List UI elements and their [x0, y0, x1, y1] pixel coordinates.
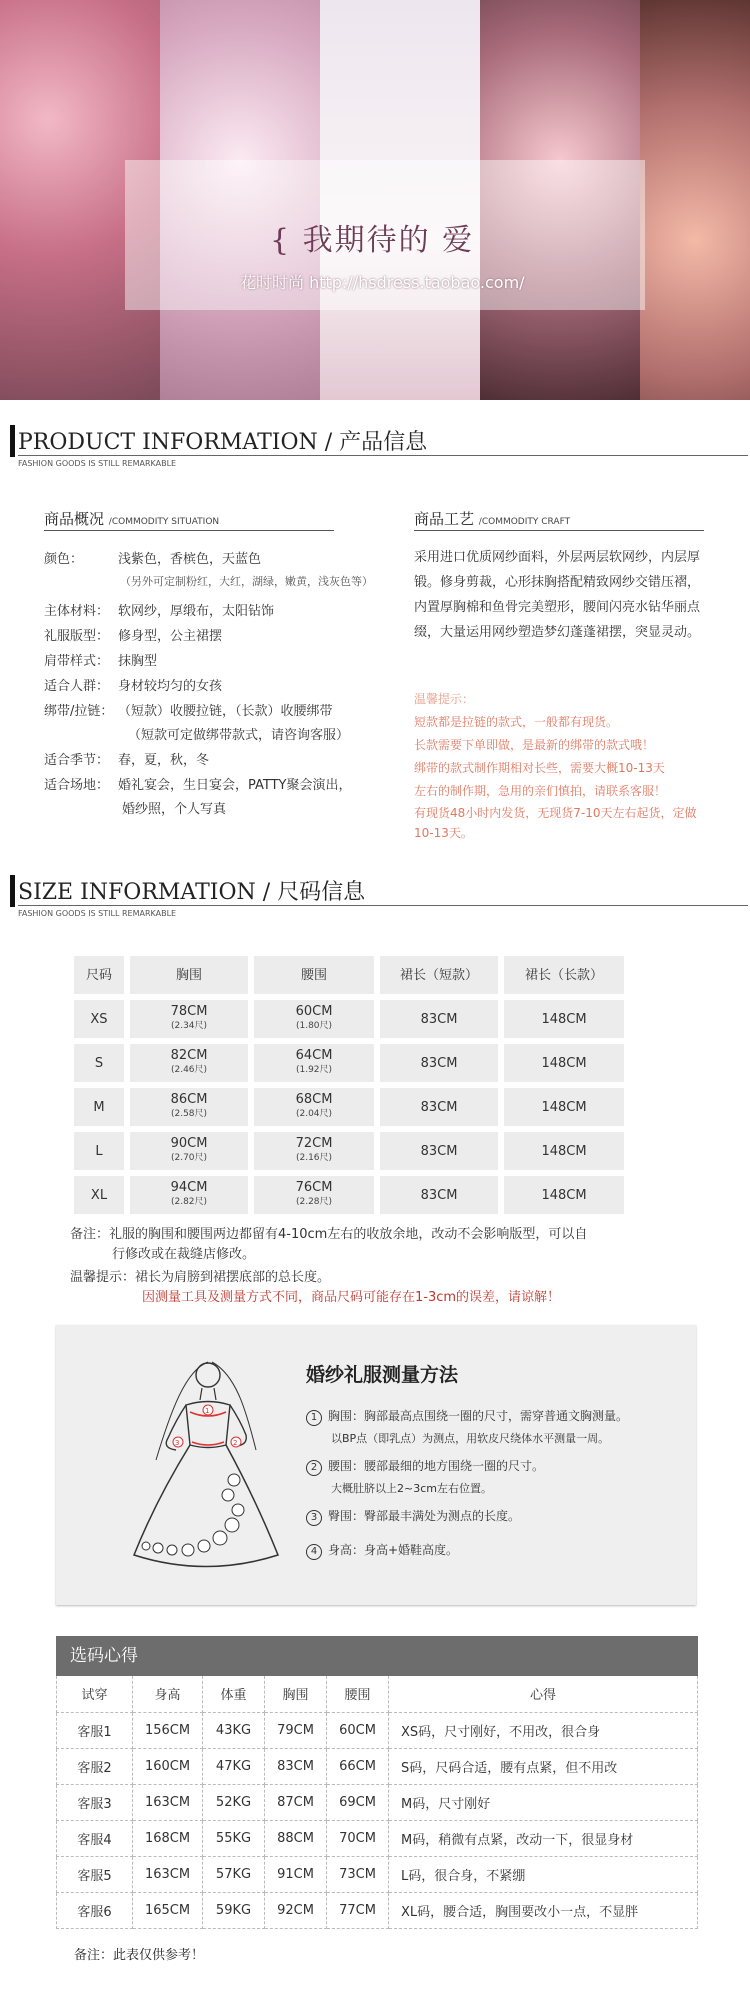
weight-cell: 55KG: [203, 1820, 265, 1856]
table-remark: 备注：此表仅供参考！: [74, 1948, 205, 1963]
bust-cell: 79CM: [265, 1712, 327, 1748]
waist-cell: [254, 1176, 374, 1214]
tester-cell: 客服2: [57, 1748, 133, 1784]
hero-subtitle: 花时时尚 http://hsdress.taobao.com/: [240, 273, 525, 292]
header-cell: 体重: [203, 1676, 265, 1712]
section-divider: [18, 455, 748, 456]
waist-sub: (2.16尺): [295, 1153, 333, 1163]
size-cell: XS: [74, 1000, 124, 1038]
height-cell: 163CM: [133, 1784, 203, 1820]
waist-cell: 73CM: [327, 1856, 389, 1892]
table-row: [57, 1784, 698, 1820]
bust-sub: (2.34尺): [170, 1021, 208, 1031]
size-row: [74, 1000, 624, 1038]
craft-heading: [414, 508, 570, 529]
craft-description: 采用进口优质网纱面料，外层两层软网纱，内层厚锻。修身剪裁，心形抹胸搭配精致网纱交错压褶，内置厚胸棉和鱼骨完美塑形，腰间闪亮水钻华丽点缀，大量运用网纱塑造梦幻蓬蓬裙摆，突显灵动。: [414, 550, 701, 640]
waist-value: 72CM: [295, 1136, 333, 1151]
comment-cell: XL码，腰合适，胸围要改小一点，不显胖: [389, 1892, 698, 1928]
bust-sub: (2.70尺): [170, 1153, 208, 1163]
section-divider: [18, 905, 748, 906]
table-row: [57, 1820, 698, 1856]
comment-cell: M码，尺寸刚好: [389, 1784, 698, 1820]
table-row: [57, 1748, 698, 1784]
svg-text:3: 3: [175, 1439, 180, 1447]
comment-cell: L码，很合身，不紧绷: [389, 1856, 698, 1892]
selection-header: 选码心得: [56, 1636, 698, 1676]
waist-cell: 70CM: [327, 1820, 389, 1856]
spec-key: 颜色：: [44, 552, 84, 567]
hero-photo-table: [640, 0, 750, 400]
spec-value: 春，夏，秋，冬: [118, 753, 210, 768]
waist-cell: [254, 1044, 374, 1082]
spec-value: 婚礼宴会，生日宴会，PATTY聚会演出，: [118, 778, 352, 793]
long-length-cell: 148CM: [504, 1176, 624, 1214]
measure-text: 身高：身高+婚鞋高度。: [328, 1543, 459, 1557]
measure-text: 腰围：腰部最细的地方围绕一圈的尺寸。: [328, 1459, 545, 1473]
measure-text: 臀围：臀部最丰满处为测点的长度。: [328, 1509, 521, 1523]
spec-row: [44, 700, 333, 719]
bust-value: 82CM: [170, 1048, 208, 1063]
weight-cell: 59KG: [203, 1892, 265, 1928]
height-cell: 163CM: [133, 1856, 203, 1892]
spec-row: [44, 548, 261, 567]
header-cell: 试穿: [57, 1676, 133, 1712]
bust-cell: 87CM: [265, 1784, 327, 1820]
waist-cell: 77CM: [327, 1892, 389, 1928]
short-length-cell: 83CM: [380, 1044, 498, 1082]
measure-guide: [56, 1325, 696, 1605]
waist-sub: (2.28尺): [295, 1197, 333, 1207]
spec-value: 软网纱，厚缎布，太阳钻饰: [118, 604, 275, 619]
size-note-line: 行修改或在裁缝店修改。: [112, 1247, 256, 1262]
short-length-cell: 83CM: [380, 1000, 498, 1038]
measure-text: 胸围：胸部最高点围绕一圈的尺寸，需穿普通文胸测量。: [328, 1409, 629, 1423]
tip-line: 绑带的款式制作期相对长些，需要大概10-13天: [414, 761, 665, 775]
size-row: [74, 1176, 624, 1214]
spec-row: [44, 650, 157, 669]
bust-cell: [130, 1176, 248, 1214]
size-tip-line: 温馨提示：裙长为肩膀到裙摆底部的总长度。: [70, 1270, 331, 1285]
long-length-cell: 148CM: [504, 1088, 624, 1126]
bust-cell: [130, 1044, 248, 1082]
spec-row: [122, 798, 226, 817]
measure-item: [306, 1457, 544, 1496]
step-number: 3: [306, 1510, 322, 1526]
waist-value: 68CM: [295, 1092, 333, 1107]
waist-cell: 66CM: [327, 1748, 389, 1784]
tip-line: 有现货48小时内发货，无现货7-10天左右起货，定做10-13天。: [414, 806, 697, 840]
tips-block: [414, 688, 714, 843]
comment-cell: S码，尺码合适，腰有点紧，但不用改: [389, 1748, 698, 1784]
spec-value: 婚纱照，个人写真: [122, 802, 227, 817]
spec-value: 浅紫色，香槟色，天蓝色: [118, 552, 262, 567]
overview-en: /COMMODITY SITUATION: [108, 517, 220, 527]
measure-item: [306, 1507, 520, 1526]
size-cell: M: [74, 1088, 124, 1126]
comment-cell: M码，稍微有点紧，改动一下，很显身材: [389, 1820, 698, 1856]
overview-rule: [44, 530, 334, 531]
svg-text:1: 1: [205, 1407, 210, 1415]
bust-cell: 83CM: [265, 1748, 327, 1784]
spec-value: （短款）收腰拉链，（长款）收腰绑带: [118, 704, 333, 719]
spec-row: [44, 749, 209, 768]
measure-subtext: 以BP点（即乳点）为测点，用软皮尺绕体水平测量一周。: [331, 1432, 610, 1445]
product-section-subtitle: FASHION GOODS IS STILL REMARKABLE: [18, 459, 177, 468]
craft-en: /COMMODITY CRAFT: [478, 517, 571, 527]
height-cell: 165CM: [133, 1892, 203, 1928]
spec-value: 修身型，公主裙摆: [118, 629, 223, 644]
size-table-header: [74, 956, 624, 994]
bust-value: 86CM: [170, 1092, 208, 1107]
waist-value: 76CM: [295, 1180, 333, 1195]
header-cell: 胸围: [265, 1676, 327, 1712]
size-table: [68, 950, 630, 1220]
bust-sub: (2.58尺): [170, 1109, 208, 1119]
size-note-line: 备注：礼服的胸围和腰围两边都留有4-10cm左右的收放余地，改动不会影响版型，可以自: [70, 1227, 588, 1242]
spec-key: 主体材料：: [44, 604, 110, 619]
spec-key: 礼服版型：: [44, 629, 110, 644]
bust-value: 78CM: [170, 1004, 208, 1019]
bust-cell: 91CM: [265, 1856, 327, 1892]
overview-title: 商品概况: [44, 510, 105, 528]
bust-cell: [130, 1088, 248, 1126]
spec-row: [44, 675, 222, 694]
waist-cell: [254, 1000, 374, 1038]
long-length-cell: 148CM: [504, 1000, 624, 1038]
bust-value: 90CM: [170, 1136, 208, 1151]
weight-cell: 47KG: [203, 1748, 265, 1784]
bust-sub: (2.46尺): [170, 1065, 208, 1075]
short-length-cell: 83CM: [380, 1176, 498, 1214]
bust-cell: [130, 1132, 248, 1170]
spec-row: [44, 600, 274, 619]
bust-sub: (2.82尺): [170, 1197, 208, 1207]
short-length-cell: 83CM: [380, 1132, 498, 1170]
height-cell: 168CM: [133, 1820, 203, 1856]
size-cell: XL: [74, 1176, 124, 1214]
tip-line: 左右的制作期，急用的亲们慎拍，请联系客服！: [414, 784, 667, 798]
weight-cell: 43KG: [203, 1712, 265, 1748]
table-row: [57, 1712, 698, 1748]
tester-cell: 客服3: [57, 1784, 133, 1820]
step-number: 2: [306, 1460, 322, 1476]
weight-cell: 52KG: [203, 1784, 265, 1820]
spec-key: 适合季节：: [44, 753, 110, 768]
step-number: 4: [306, 1544, 322, 1560]
spec-key: 肩带样式：: [44, 654, 110, 669]
spec-value: 身材较均匀的女孩: [118, 679, 223, 694]
waist-sub: (1.92尺): [295, 1065, 333, 1075]
header-cell: 尺码: [74, 956, 124, 994]
step-number: 1: [306, 1410, 322, 1426]
spec-row: [120, 573, 373, 589]
measure-item: [306, 1407, 628, 1446]
table-row: [57, 1892, 698, 1928]
short-length-cell: 83CM: [380, 1088, 498, 1126]
comment-cell: XS码，尺寸刚好，不用改，很合身: [389, 1712, 698, 1748]
waist-sub: (1.80尺): [295, 1021, 333, 1031]
craft-rule: [414, 530, 704, 531]
table-row: [57, 1856, 698, 1892]
tips-title: 温馨提示：: [414, 692, 475, 706]
spec-value: （另外可定制粉红，大红，湖绿，嫩黄，浅灰色等）: [120, 575, 373, 588]
size-row: [74, 1088, 624, 1126]
size-cell: L: [74, 1132, 124, 1170]
size-note: [70, 1225, 587, 1265]
bust-cell: 92CM: [265, 1892, 327, 1928]
header-cell: 身高: [133, 1676, 203, 1712]
tester-cell: 客服4: [57, 1820, 133, 1856]
hero-banner: [0, 0, 750, 400]
spec-value: （短款可定做绑带款式，请咨询客服）: [128, 728, 350, 743]
svg-text:2: 2: [233, 1439, 238, 1447]
tester-cell: 客服6: [57, 1892, 133, 1928]
size-section-subtitle: FASHION GOODS IS STILL REMARKABLE: [18, 909, 177, 918]
overview-heading: [44, 508, 219, 529]
header-cell: 腰围: [327, 1676, 389, 1712]
spec-key: 适合人群：: [44, 679, 110, 694]
waist-value: 64CM: [295, 1048, 333, 1063]
waist-sub: (2.04尺): [295, 1109, 333, 1119]
tester-cell: 客服1: [57, 1712, 133, 1748]
size-row: [74, 1132, 624, 1170]
size-section-title: SIZE INFORMATION / 尺码信息: [18, 880, 366, 905]
bust-cell: [130, 1000, 248, 1038]
waist-cell: [254, 1132, 374, 1170]
spec-row: [44, 774, 352, 793]
selection-table-header: [57, 1676, 698, 1712]
tester-cell: 客服5: [57, 1856, 133, 1892]
waist-cell: 60CM: [327, 1712, 389, 1748]
header-cell: 裙长（短款）: [380, 956, 498, 994]
size-row: [74, 1044, 624, 1082]
spec-row: [128, 724, 349, 743]
spec-row: [44, 625, 222, 644]
wedding-dress-illustration: [116, 1350, 296, 1580]
spec-key: 适合场地：: [44, 778, 110, 793]
header-cell: 裙长（长款）: [504, 956, 624, 994]
measure-title: 婚纱礼服测量方法: [306, 1364, 459, 1386]
size-tip: [70, 1268, 560, 1308]
height-cell: 160CM: [133, 1748, 203, 1784]
spec-value: 抹胸型: [118, 654, 158, 669]
spec-key: 绑带/拉链：: [44, 704, 114, 719]
size-cell: S: [74, 1044, 124, 1082]
waist-value: 60CM: [295, 1004, 333, 1019]
bust-cell: 88CM: [265, 1820, 327, 1856]
height-cell: 156CM: [133, 1712, 203, 1748]
long-length-cell: 148CM: [504, 1044, 624, 1082]
section-marker: [10, 875, 15, 907]
tip-line: 短款都是拉链的款式，一般都有现货。: [414, 715, 619, 729]
tip-line: 长款需要下单即做，是最新的绑带的款式哦！: [414, 738, 655, 752]
bust-value: 94CM: [170, 1180, 208, 1195]
measure-item: [306, 1541, 458, 1560]
long-length-cell: 148CM: [504, 1132, 624, 1170]
size-tip-warning: 因测量工具及测量方式不同，商品尺码可能存在1-3cm的误差，请谅解！: [142, 1290, 561, 1305]
weight-cell: 57KG: [203, 1856, 265, 1892]
measure-subtext: 大概肚脐以上2~3cm左右位置。: [331, 1482, 492, 1495]
waist-cell: 69CM: [327, 1784, 389, 1820]
header-cell: 心得: [389, 1676, 698, 1712]
craft-title: 商品工艺: [414, 510, 475, 528]
header-cell: 腰围: [254, 956, 374, 994]
waist-cell: [254, 1088, 374, 1126]
hero-title: { 我期待的 爱: [270, 223, 475, 258]
product-section-title: PRODUCT INFORMATION / 产品信息: [18, 430, 428, 455]
selection-table: [56, 1676, 698, 1929]
section-marker: [10, 425, 15, 457]
header-cell: 胸围: [130, 956, 248, 994]
